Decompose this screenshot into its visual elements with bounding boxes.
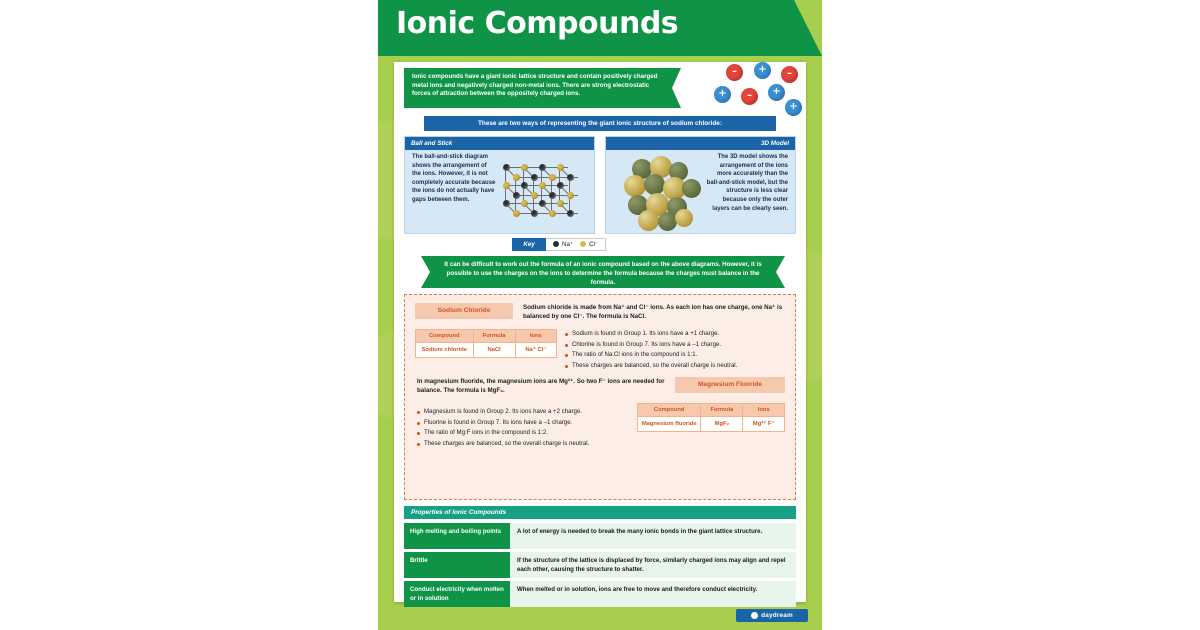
ion-positive: + — [768, 84, 785, 101]
panel-caption: Ball and Stick — [405, 137, 594, 150]
col-compound: Compound — [416, 330, 474, 343]
properties-title: Properties of Ionic Compounds — [404, 506, 796, 519]
table-header-row — [416, 330, 557, 343]
cell-formula: NaCl — [473, 343, 515, 358]
example-text-sodium-chloride: Sodium chloride is made from Na⁺ and Cl⁻ ions. As each ion has one charge, one Na⁺ is balanced by one Cl⁻. The formula is NaCl. — [523, 304, 783, 320]
list-item: Fluorine is found in Group 7. Its ions have a –1 charge. — [417, 418, 639, 429]
legend-swatch-na-icon — [553, 241, 559, 247]
panel-caption: 3D Model — [606, 137, 795, 150]
cell-ions: Mg²⁺ F⁻ — [743, 417, 785, 432]
table-magnesium-fluoride — [637, 403, 785, 432]
poster — [378, 0, 822, 630]
content-sheet — [394, 62, 806, 602]
brand-dot-icon — [751, 612, 758, 619]
table-row — [416, 343, 557, 358]
ion-negative: – — [741, 88, 758, 105]
legend-swatch-cl-icon — [580, 241, 586, 247]
legend-label: Key — [512, 238, 546, 251]
ion-negative: – — [781, 66, 798, 83]
ion-positive: + — [714, 86, 731, 103]
example-text-magnesium-fluoride: In magnesium fluoride, the magnesium ions are Mg²⁺. So two F⁻ ions are needed for balance. The formula is MgF₂. — [417, 378, 665, 394]
col-compound: Compound — [638, 404, 701, 417]
col-formula: Formula — [701, 404, 743, 417]
cell-ions: Na⁺ Cl⁻ — [515, 343, 556, 358]
panel-3d-model — [605, 136, 796, 234]
list-item: The ratio of Mg:F ions in the compound is 1:2. — [417, 428, 639, 439]
panel-text: The 3D model shows the arrangement of the ions more accurately than the ball-and-stick model, but the structure is less clear because only the outer layers can be clearly seen. — [706, 154, 788, 212]
intro-banner: Ionic compounds have a giant ionic lattice structure and contain positively charged metal ions and negatively charged non-metal ions. There are strong electrostatic forces of attraction between the oppositely charged ions. — [404, 68, 672, 108]
legend — [512, 238, 690, 251]
property-label: Conduct electricity when molten or in solution — [404, 581, 510, 607]
col-ions: Ions — [743, 404, 785, 417]
brand-logo — [736, 609, 808, 622]
table-sodium-chloride — [415, 329, 557, 358]
ball-and-stick-diagram — [492, 153, 588, 231]
property-label: Brittle — [404, 552, 510, 578]
ion-positive: + — [754, 62, 771, 79]
ion-positive: + — [785, 99, 802, 116]
property-row — [404, 581, 796, 607]
ion-cluster — [684, 64, 804, 112]
example-tag-sodium-chloride: Sodium Chloride — [415, 303, 513, 319]
three-d-model-diagram — [612, 153, 712, 233]
panel-ball-and-stick — [404, 136, 595, 234]
col-ions: Ions — [515, 330, 556, 343]
property-row — [404, 523, 796, 549]
legend-items — [546, 238, 606, 251]
property-text: A lot of energy is needed to break the many ionic bonds in the giant lattice structure. — [510, 523, 796, 549]
property-text: When melted or in solution, ions are free to move and therefore conduct electricity. — [510, 581, 796, 607]
list-item: These charges are balanced, so the overall charge is neutral. — [565, 361, 789, 372]
example-tag-magnesium-fluoride: Magnesium Fluoride — [675, 377, 785, 393]
list-item: Sodium is found in Group 1. Its ions have a +1 charge. — [565, 329, 789, 340]
examples-block — [404, 294, 796, 500]
list-item: The ratio of Na:Cl ions in the compound is 1:1. — [565, 350, 789, 361]
property-text: If the structure of the lattice is displaced by force, similarly charged ions may align and repel each other, causing the structure to shatter. — [510, 552, 796, 578]
property-label: High melting and boiling points — [404, 523, 510, 549]
panel-text: The ball-and-stick diagram shows the arrangement of the ions. However, it is not completely accurate because the ions do not actually have gaps between them. — [412, 154, 496, 203]
bullets-sodium-chloride — [565, 329, 789, 371]
list-item: These charges are balanced, so the overall charge is neutral. — [417, 439, 639, 450]
header-corner-cut — [794, 0, 822, 56]
legend-item-cl: Cl⁻ — [589, 241, 599, 248]
table-row — [638, 417, 785, 432]
page-title: Ionic Compounds — [396, 6, 679, 41]
list-item: Magnesium is found in Group 2. Its ions have a +2 charge. — [417, 407, 639, 418]
col-formula: Formula — [473, 330, 515, 343]
cell-compound: Magnesium fluoride — [638, 417, 701, 432]
cell-compound: Sodium chloride — [416, 343, 474, 358]
table-header-row — [638, 404, 785, 417]
property-row — [404, 552, 796, 578]
formula-note-banner: It can be difficult to work out the formula of an ionic compound based on the above diagrams. However, it is possible to use the charges on the ions to determine the formula because the charges must balance in the formula. — [430, 256, 776, 288]
list-item: Chlorine is found in Group 7. Its ions have a –1 charge. — [565, 340, 789, 351]
representations-banner: These are two ways of representing the giant ionic structure of sodium chloride: — [424, 116, 776, 131]
ion-negative: – — [726, 64, 743, 81]
bullets-magnesium-fluoride — [417, 407, 639, 449]
cell-formula: MgF₂ — [701, 417, 743, 432]
legend-item-na: Na⁺ — [562, 241, 574, 248]
poster-header — [378, 0, 822, 56]
brand-label: daydream — [761, 612, 793, 619]
